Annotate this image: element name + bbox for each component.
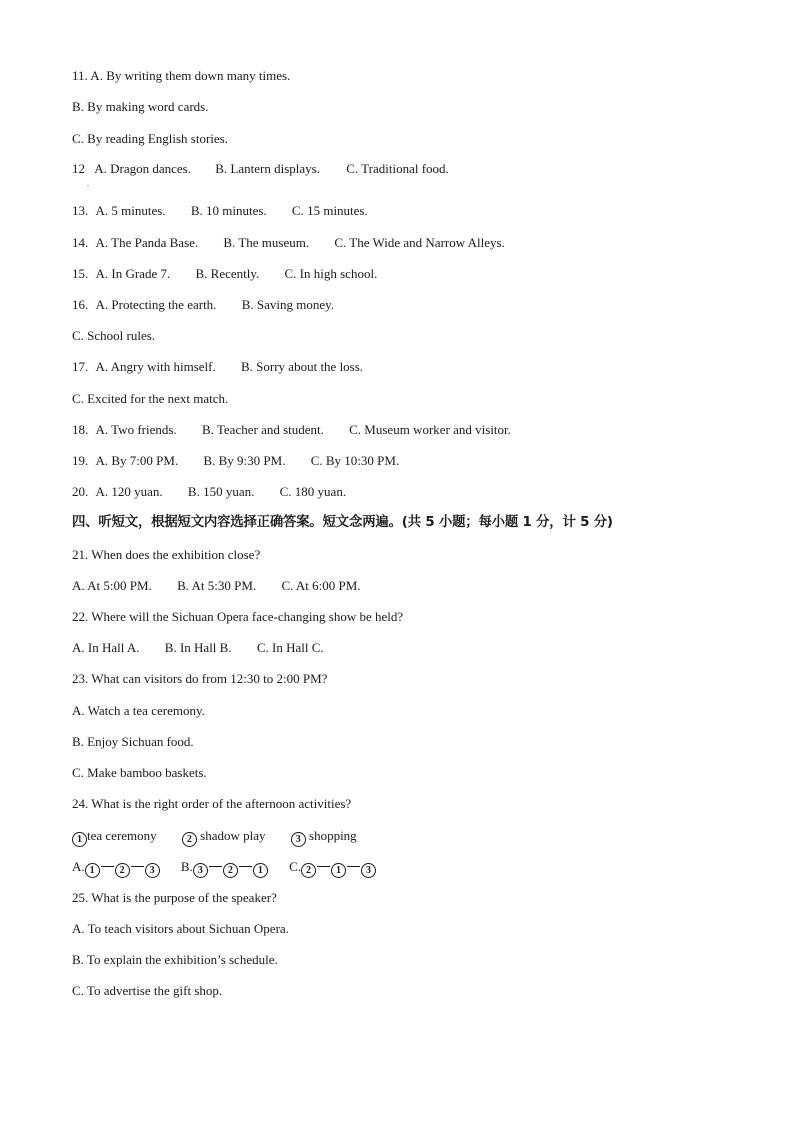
option-a: A. The Panda Base. — [95, 235, 199, 250]
option-a: A. Protecting the earth. — [95, 297, 217, 312]
question-23-option-a: A. Watch a tea ceremony. — [72, 703, 205, 718]
option-b: B. Recently. — [195, 266, 260, 281]
question-number: 18. — [72, 422, 89, 437]
circled-three-icon: 3 — [361, 863, 376, 878]
question-20 — [72, 484, 346, 500]
question-18 — [72, 422, 511, 438]
circled-three-icon: 3 — [145, 863, 160, 878]
circled-one-icon: 1 — [253, 863, 268, 878]
question-21: 21. When does the exhibition close? — [72, 547, 261, 562]
option-c: C. Museum worker and visitor. — [349, 422, 511, 437]
option-a: A. In Grade 7. — [95, 266, 171, 281]
option-a: A. 5 minutes. — [95, 203, 166, 218]
option-c: C. By 10:30 PM. — [310, 453, 400, 468]
dash — [317, 866, 330, 867]
question-14 — [72, 235, 505, 251]
option-a: A. In Hall A. — [72, 640, 140, 655]
question-17-option-c: C. Excited for the next match. — [72, 391, 229, 406]
option-c: C. In high school. — [284, 266, 378, 281]
option-a — [72, 859, 163, 874]
option-b: B. 10 minutes. — [190, 203, 267, 218]
option-a: A. At 5:00 PM. — [72, 578, 152, 593]
circled-two-icon: 2 — [182, 832, 197, 847]
option-b: B. By 9:30 PM. — [203, 453, 286, 468]
question-11-option-b: B. By making word cards. — [72, 99, 209, 114]
option-b: B. In Hall B. — [164, 640, 232, 655]
option-c: C. 15 minutes. — [291, 203, 368, 218]
option-c: C. At 6:00 PM. — [281, 578, 361, 593]
question-24: 24. What is the right order of the afternoon activities? — [72, 796, 352, 811]
option-c: C. 180 yuan. — [279, 484, 347, 499]
option-c: C. Traditional food. — [346, 161, 449, 176]
question-12 — [72, 161, 449, 177]
question-number: 19. — [72, 453, 89, 468]
question-number: 13. — [72, 203, 89, 218]
question-number: 14. — [72, 235, 89, 250]
item-shopping: shopping — [309, 828, 357, 843]
question-25-option-b: B. To explain the exhibition’s schedule. — [72, 952, 278, 967]
option-b: B. At 5:30 PM. — [177, 578, 257, 593]
question-22: 22. Where will the Sichuan Opera face-changing show be held? — [72, 609, 404, 624]
question-number: 16. — [72, 297, 89, 312]
circled-one-icon: 1 — [72, 832, 87, 847]
question-number: 20. — [72, 484, 89, 499]
item-shadow-play: shadow play — [200, 828, 266, 843]
question-25-option-c: C. To advertise the gift shop. — [72, 983, 223, 998]
question-16 — [72, 297, 334, 313]
option-a: A. Two friends. — [95, 422, 177, 437]
circled-two-icon: 2 — [115, 863, 130, 878]
circled-three-icon: 3 — [193, 863, 208, 878]
question-24-items — [72, 828, 357, 847]
circled-one-icon: 1 — [85, 863, 100, 878]
question-25: 25. What is the purpose of the speaker? — [72, 890, 277, 905]
question-15 — [72, 266, 377, 282]
circled-one-icon: 1 — [331, 863, 346, 878]
question-23-option-c: C. Make bamboo baskets. — [72, 765, 207, 780]
option-b: B. The museum. — [223, 235, 310, 250]
circled-two-icon: 2 — [223, 863, 238, 878]
option-b: B. 150 yuan. — [187, 484, 255, 499]
dash — [209, 866, 222, 867]
option-b — [181, 859, 271, 874]
question-13 — [72, 203, 368, 219]
option-c — [289, 859, 376, 874]
option-a-label: A. — [72, 859, 85, 874]
option-b: B. Saving money. — [241, 297, 335, 312]
question-number: 15. — [72, 266, 89, 281]
question-number: 17. — [72, 359, 89, 374]
option-b-label: B. — [180, 859, 193, 874]
question-16-option-c: C. School rules. — [72, 328, 156, 343]
question-21-options — [72, 578, 361, 594]
dash — [239, 866, 252, 867]
option-a: A. Dragon dances. — [94, 161, 191, 176]
question-23-option-b: B. Enjoy Sichuan food. — [72, 734, 194, 749]
option-a: A. Angry with himself. — [95, 359, 216, 374]
question-11-option-a: 11. A. By writing them down many times. — [72, 68, 291, 83]
question-23: 23. What can visitors do from 12:30 to 2:00 PM? — [72, 671, 328, 686]
question-22-options — [72, 640, 324, 656]
option-c: C. In Hall C. — [256, 640, 324, 655]
option-a: A. By 7:00 PM. — [95, 453, 179, 468]
question-25-option-a: A. To teach visitors about Sichuan Opera. — [72, 921, 289, 936]
stray-dot: . — [87, 179, 89, 188]
section-heading: 四、听短文，根据短文内容选择正确答案。短文念两遍。(共 5 小题；每小题 1 分，计 5 分) — [72, 515, 613, 530]
option-c: C. The Wide and Narrow Alleys. — [334, 235, 505, 250]
option-b: B. Sorry about the loss. — [241, 359, 364, 374]
dash — [347, 866, 360, 867]
item-tea-ceremony: tea ceremony — [87, 828, 157, 843]
dash — [131, 866, 144, 867]
option-a: A. 120 yuan. — [95, 484, 163, 499]
question-11-option-c: C. By reading English stories. — [72, 131, 228, 146]
option-c-label: C. — [289, 859, 301, 874]
circled-three-icon: 3 — [291, 832, 306, 847]
question-17 — [72, 359, 363, 375]
circled-two-icon: 2 — [301, 863, 316, 878]
question-24-options — [72, 859, 376, 878]
dash — [101, 866, 114, 867]
question-number: 12 — [72, 161, 85, 176]
question-19 — [72, 453, 399, 469]
option-b: B. Lantern displays. — [215, 161, 320, 176]
option-b: B. Teacher and student. — [201, 422, 324, 437]
